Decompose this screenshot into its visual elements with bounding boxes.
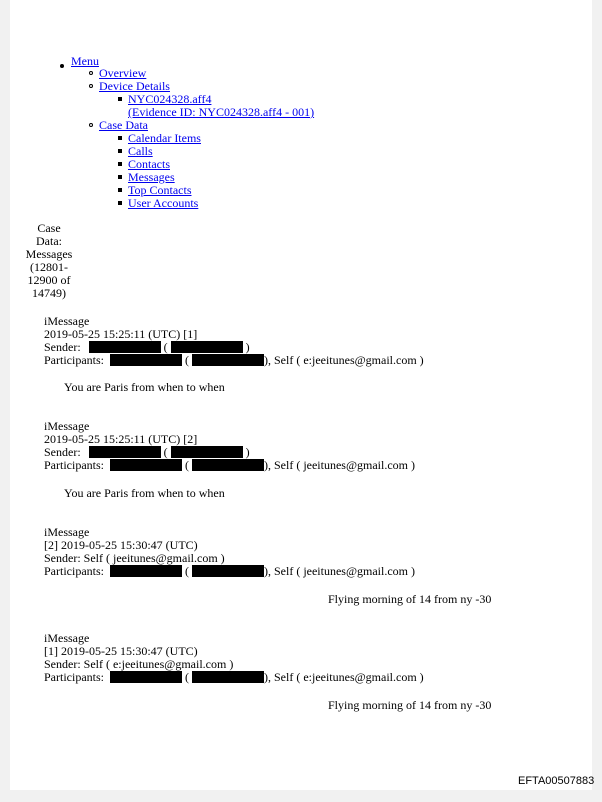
redaction-block (192, 565, 264, 577)
case-label-line: Data: (36, 234, 62, 248)
message-sender: Sender: Self ( e:jeeitunes@gmail.com ) (44, 657, 234, 671)
bullet-square-icon (118, 97, 122, 101)
calendar-items-link[interactable]: Calendar Items (128, 131, 201, 145)
message-type: iMessage (44, 314, 90, 328)
message-participants (44, 459, 415, 472)
document-id-footer: EFTA00507883 (518, 775, 595, 787)
message-header: 2019-05-25 15:25:11 (UTC) [1] (44, 327, 198, 341)
paren-close: ) (245, 340, 250, 354)
redaction-block (110, 565, 182, 577)
menu-link[interactable]: Menu (71, 54, 99, 68)
redaction-block (171, 446, 243, 458)
redaction-block (110, 459, 182, 471)
top-contacts-link[interactable]: Top Contacts (128, 183, 192, 197)
overview-link[interactable]: Overview (99, 66, 147, 80)
bullet-square-icon (118, 162, 122, 166)
redaction-block (192, 459, 264, 471)
case-data-label (10, 222, 88, 300)
bullet-square-icon (118, 149, 122, 153)
redaction-block (89, 446, 161, 458)
participants-label: Participants: (44, 353, 104, 367)
message-header: 2019-05-25 15:25:11 (UTC) [2] (44, 432, 198, 446)
message-body: You are Paris from when to when (64, 486, 225, 500)
message-type: iMessage (44, 525, 90, 539)
message-participants (44, 354, 424, 367)
paren-open: ( (163, 340, 168, 354)
sender-label: Sender: (44, 340, 81, 354)
bullet-circle-icon (89, 84, 93, 88)
contacts-link[interactable]: Contacts (128, 157, 170, 171)
sender-label: Sender: (44, 445, 81, 459)
case-label-line: 14749) (32, 286, 66, 300)
redaction-block (171, 341, 243, 353)
user-accounts-link[interactable]: User Accounts (128, 196, 199, 210)
redaction-block (110, 354, 182, 366)
redaction-block (110, 671, 182, 683)
participants-label: Participants: (44, 564, 104, 578)
paren-open: ( (185, 564, 189, 578)
participants-label: Participants: (44, 670, 104, 684)
message-header: [1] 2019-05-25 15:30:47 (UTC) (44, 644, 198, 658)
calls-link[interactable]: Calls (128, 144, 153, 158)
document-page (10, 0, 595, 790)
redaction-block (192, 671, 264, 683)
case-label-line: Case (37, 221, 61, 235)
paren-open: ( (185, 670, 189, 684)
redaction-block (192, 354, 264, 366)
participants-self: ), Self ( jeeitunes@gmail.com ) (264, 564, 416, 578)
message-type: iMessage (44, 631, 90, 645)
device-file-link[interactable]: NYC024328.aff4 (128, 92, 212, 106)
paren-close: ) (245, 445, 250, 459)
case-label-line: 12900 of (27, 273, 71, 287)
case-label-line: (12801- (30, 260, 68, 274)
message-type: iMessage (44, 419, 90, 433)
bullet-circle-icon (89, 123, 93, 127)
message-body: Flying morning of 14 from ny -30 (328, 592, 492, 606)
participants-self: ), Self ( jeeitunes@gmail.com ) (264, 458, 416, 472)
bullet-disc-icon (60, 64, 64, 68)
message-sender: Sender: Self ( jeeitunes@gmail.com ) (44, 551, 225, 565)
message-participants (44, 671, 424, 684)
paren-open: ( (185, 458, 189, 472)
message-header: [2] 2019-05-25 15:30:47 (UTC) (44, 538, 198, 552)
paren-open: ( (163, 445, 168, 459)
bullet-square-icon (118, 188, 122, 192)
message-body: You are Paris from when to when (64, 380, 225, 394)
case-data-link[interactable]: Case Data (99, 118, 148, 132)
participants-self: ), Self ( e:jeeitunes@gmail.com ) (264, 670, 424, 684)
message-participants (44, 565, 415, 578)
evidence-id-link[interactable]: (Evidence ID: NYC024328.aff4 - 001) (128, 105, 315, 119)
bullet-square-icon (118, 175, 122, 179)
case-label-line: Messages (25, 247, 73, 261)
bullet-square-icon (118, 201, 122, 205)
participants-self: ), Self ( e:jeeitunes@gmail.com ) (264, 353, 424, 367)
device-details-link[interactable]: Device Details (99, 79, 170, 93)
bullet-circle-icon (89, 71, 93, 75)
message-body: Flying morning of 14 from ny -30 (328, 698, 492, 712)
messages-link[interactable]: Messages (128, 170, 175, 184)
participants-label: Participants: (44, 458, 104, 472)
paren-open: ( (185, 353, 189, 367)
redaction-block (89, 341, 161, 353)
bullet-square-icon (118, 136, 122, 140)
